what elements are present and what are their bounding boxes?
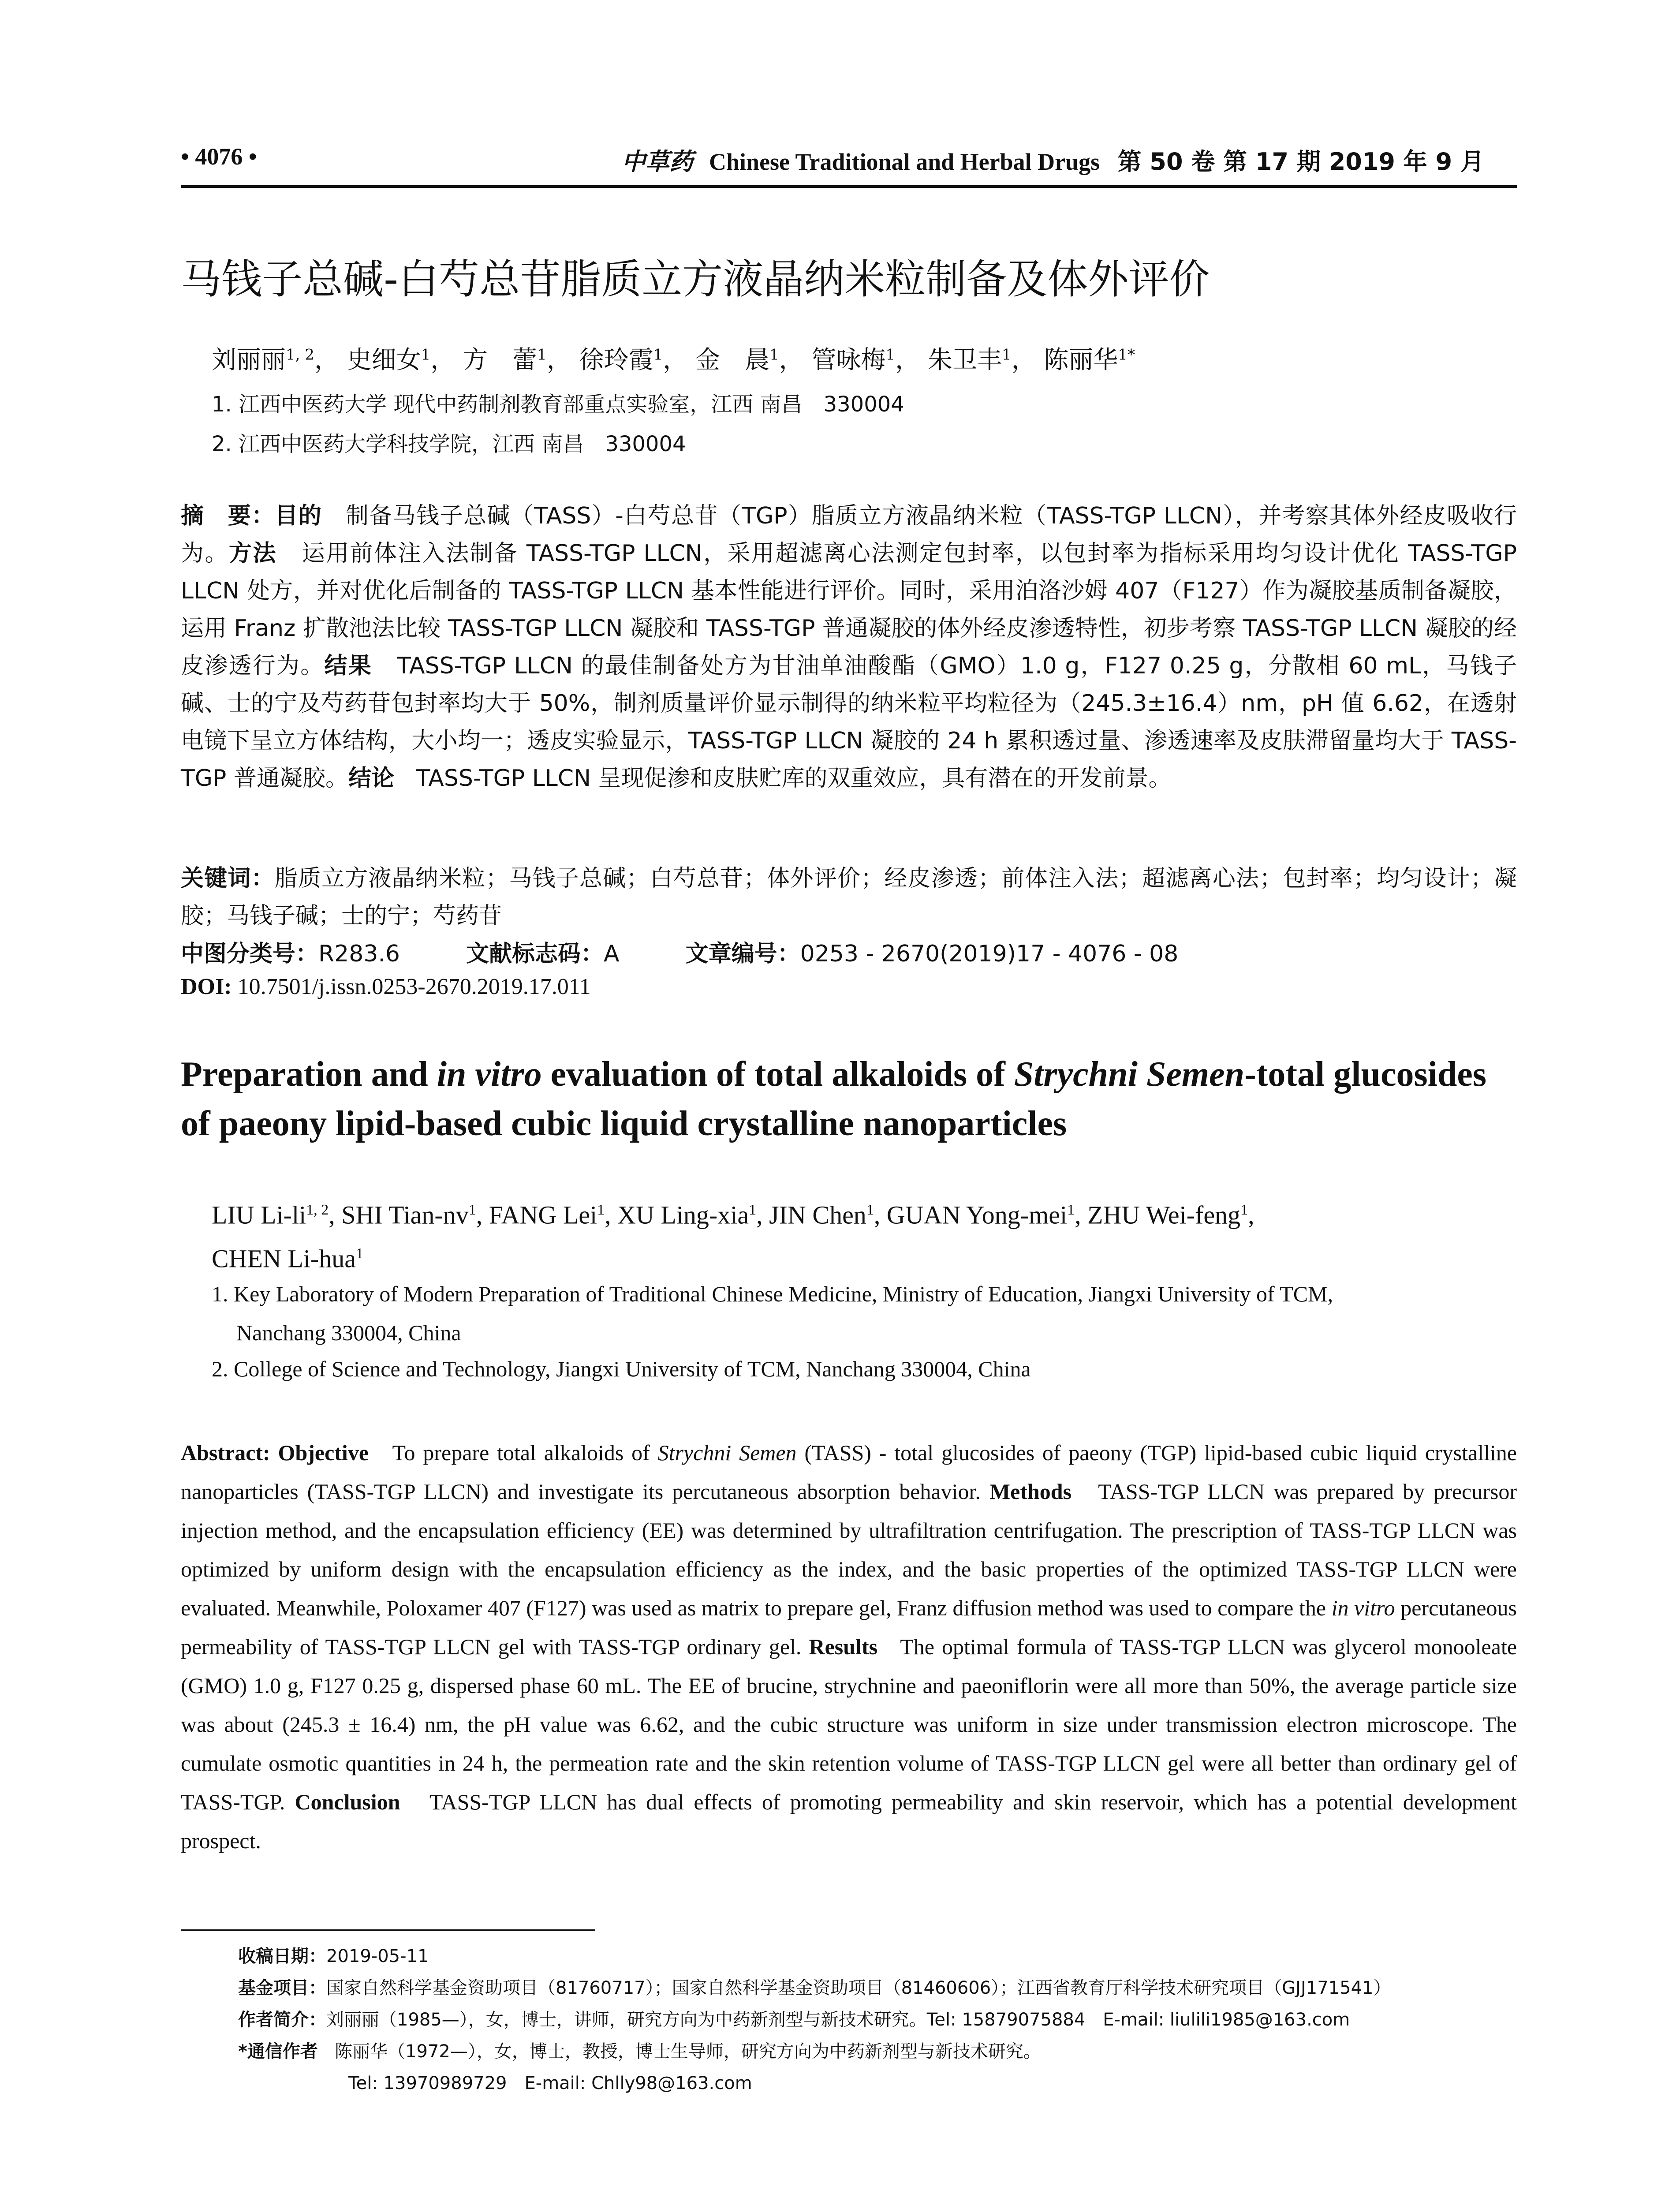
author-en: SHI Tian-nv: [341, 1200, 469, 1230]
title-en: [181, 1050, 1517, 1148]
title-en-italic: Strychni Semen: [1014, 1055, 1245, 1094]
author-en: GUAN Yong-mei: [886, 1200, 1068, 1230]
author-cn: 管咏梅: [811, 346, 886, 374]
footnote-label: 作者简介：: [238, 2010, 326, 2030]
page-number: • 4076 •: [181, 143, 257, 170]
affiliation-en-line: 2. College of Science and Technology, Jiangxi University of TCM, Nanchang 330004, China: [212, 1357, 1031, 1381]
author-sup: 1: [885, 346, 896, 364]
author-sup: 1: [356, 1245, 363, 1262]
article-id-value: 0253 - 2670(2019)17 - 4076 - 08: [800, 941, 1179, 967]
author-sup: 1: [653, 346, 663, 364]
doc-code-value: A: [604, 941, 620, 967]
doi-line: [181, 974, 591, 1000]
results-label: 结果: [324, 653, 372, 679]
author-en: ZHU Wei-feng: [1087, 1200, 1241, 1230]
footnote-label: 收稿日期：: [238, 1946, 326, 1966]
footnote-text: 陈丽华（1972—），女，博士，教授，博士生导师，研究方向为中药新剂型与新技术研究。: [335, 2041, 1041, 2062]
footnote-fund: [238, 1972, 1517, 2004]
methods-en-label: Methods: [989, 1479, 1072, 1504]
conclusion-text: TASS-TGP LLCN 呈现促渗和皮肤贮库的双重效应，具有潜在的开发前景。: [416, 765, 1172, 792]
results-text: TASS-TGP LLCN 的最佳制备处方为甘油单油酸酯（GMO）1.0 g，F127 0.25 g，分散相 60 mL，马钱子碱、士的宁及芍药苷包封率均大于 50%，制剂质量评价显示制得的纳米粒平均粒径为（245.3±16.4）nm，pH 值 6.62，在透射电镜下呈立方体结构，大小均一；透皮实验显示，TASS-TGP LLCN 凝胶的 24 h 累积透过量、渗透速率及皮肤滞留量均大于 TASS-TGP 普通凝胶。: [181, 653, 1517, 792]
methods-en-text: percutaneous permeability of TASS-TGP LLCN gel with TASS-TGP ordinary gel.: [181, 1596, 1517, 1659]
methods-text: 运用前体注入法制备 TASS-TGP LLCN，采用超滤离心法测定包封率，以包封率为指标采用均匀设计优化 TASS-TGP LLCN 处方，并对优化后制备的 TASS-TGP LLCN 基本性能进行评价。同时，采用泊洛沙姆 407（F127）作为凝胶基质制备凝胶，运用 Franz 扩散池法比较 TASS-TGP LLCN 凝胶和 TASS-TGP 普通凝胶的体外经皮渗透特性，初步考察 TASS-TGP LLCN 凝胶的经皮渗透行为。: [181, 540, 1517, 679]
author-sup: 1: [866, 1202, 874, 1218]
author-sup: 1: [597, 1202, 605, 1218]
author-cn: 史细女: [347, 346, 421, 374]
author-sup: 1: [421, 346, 431, 364]
keywords-text: 脂质立方液晶纳米粒；马钱子总碱；白芍总苷；体外评价；经皮渗透；前体注入法；超滤离心法；包封率；均匀设计；凝胶；马钱子碱；士的宁；芍药苷: [181, 865, 1517, 929]
author-en: CHEN Li-hua: [212, 1244, 356, 1273]
doi-label: DOI:: [181, 974, 232, 999]
footnotes: [238, 1940, 1517, 2099]
footnote-label: 基金项目：: [238, 1978, 326, 1998]
title-en-part: evaluation of total alkaloids of: [541, 1055, 1014, 1094]
abstract-cn: [181, 497, 1517, 797]
title-en-italic: in vitro: [437, 1055, 542, 1094]
author-cn: 陈丽华: [1044, 346, 1118, 374]
affiliation-en-line: 1. Key Laboratory of Modern Preparation of Traditional Chinese Medicine, Ministry of Education, Jiangxi University of TCM,: [212, 1282, 1333, 1306]
author-en: JIN Chen: [769, 1200, 866, 1230]
title-en-part: -total glucosides of paeony lipid-based cubic liquid crystalline nanoparticles: [181, 1055, 1486, 1143]
author-en: XU Ling-xia: [617, 1200, 749, 1230]
author-sup: 1*: [1118, 346, 1135, 364]
affiliation-cn-2: 2. 江西中医药大学科技学院，江西 南昌 330004: [212, 432, 686, 456]
objective-en-text: (TASS) - total glucosides of paeony (TGP) lipid-based cubic liquid crystalline nanoparticles (TASS-TGP LLCN) and investigate its percutaneous absorption behavior.: [181, 1440, 1517, 1504]
author-en: FANG Lei: [489, 1200, 597, 1230]
author-cn: 刘丽丽: [212, 346, 286, 374]
author-en: LIU Li-li: [212, 1200, 306, 1230]
authors-en: LIU Li-li$^{1, 2}$, SHI Tian-$nv^1$, FANG Lei$^1$, XU Ling-xia$^1$, JIN Chen$^1$, GUAN Yong-mei$^1$, ZHU Wei-feng$^1$, CHEN Li-hua$^1$: [212, 1200, 1254, 1273]
methods-en-text: TASS-TGP LLCN was prepared by precursor injection method, and the encapsulation efficiency (EE) was determined by ultrafiltration centrifugation. The prescription of TASS-TGP LLCN was optimized by uniform design with the encapsulation efficiency as the index, and the basic properties of the optimized TASS-TGP LLCN were evaluated. Meanwhile, Poloxamer 407 (F127) was used as matrix to prepare gel, Franz diffusion method was used to compare the: [181, 1479, 1517, 1620]
methods-en-italic: in vitro: [1331, 1596, 1395, 1620]
objective-en-label: Objective: [278, 1440, 369, 1465]
journal-issue: 第 50 卷 第 17 期 2019 年 9 月: [1117, 148, 1484, 176]
author-sup: 1: [769, 346, 779, 364]
clc-value: R283.6: [318, 941, 400, 967]
footnote-text: 国家自然科学基金资助项目（81760717）；国家自然科学基金资助项目（81460606）；江西省教育厅科学技术研究项目（GJJ171541）: [326, 1978, 1391, 1998]
author-sup: 1: [468, 1202, 476, 1218]
affiliation-en-1: [212, 1274, 1517, 1352]
affiliation-en-2: [212, 1349, 1517, 1388]
author-sup: 1: [1001, 346, 1012, 364]
keywords-cn: [181, 860, 1517, 935]
authors-cn: 刘丽丽$^{1, 2}$， 史细女$^1$， 方 蕾$^1$， 徐玲霞$^1$， 金 晨$^1$， 管咏梅$^1$， 朱卫丰$^1$， 陈丽华$^{1*}$: [212, 346, 1135, 374]
objective-en-text: To prepare total alkaloids of: [392, 1440, 658, 1465]
footnote-label: *通信作者: [238, 2041, 318, 2062]
journal-logo-cn: 中草药: [622, 148, 693, 176]
author-sup: 1: [537, 346, 547, 364]
footnote-text: 2019-05-11: [326, 1946, 429, 1966]
author-cn: 金 晨: [695, 346, 770, 374]
affiliation-cn-1: 1. 江西中医药大学 现代中药制剂教育部重点实验室，江西 南昌 330004: [212, 392, 904, 417]
article-id-label: 文章编号：: [685, 941, 800, 967]
classification-line: [181, 935, 1178, 968]
author-sup: 1: [749, 1202, 757, 1218]
keywords-label: 关键词：: [181, 865, 275, 892]
author-cn: 方 蕾: [463, 346, 538, 374]
author-cn: 徐玲霞: [579, 346, 653, 374]
title-cn: 马钱子总碱-白芍总苷脂质立方液晶纳米粒制备及体外评价: [181, 256, 1210, 303]
results-en-text: The optimal formula of TASS-TGP LLCN was glycerol monooleate (GMO) 1.0 g, F127 0.25 g, dispersed phase 60 mL. The EE of brucine, strychnine and paeoniflorin were all more than 50%, the average particle size was about (245.3 ± 16.4) nm, the pH value was 6.62, and the cubic structure was uniform in size under transmission electron microscope. The cumulate osmotic quantities in 24 h, the permeation rate and the skin retention volume of TASS-TGP LLCN gel were all better than ordinary gel of TASS-TGP.: [181, 1634, 1517, 1814]
objective-text: 制备马钱子总碱（TASS）-白芍总苷（TGP）脂质立方液晶纳米粒（TASS-TGP LLCN），并考察其体外经皮吸收行为。: [181, 503, 1517, 567]
results-en-label: Results: [809, 1634, 878, 1659]
clc-label: 中图分类号：: [181, 941, 319, 967]
abstract-en: [181, 1433, 1517, 1860]
author-sup: 1: [1067, 1202, 1075, 1218]
author-sup: 1: [1240, 1202, 1248, 1218]
title-en-part: Preparation and: [181, 1055, 437, 1094]
journal-name-en: Chinese Traditional and Herbal Drugs: [709, 149, 1100, 175]
objective-en-italic: Strychni Semen: [657, 1440, 797, 1465]
doi-value: 10.7501/j.issn.0253-2670.2019.17.011: [237, 974, 591, 999]
objective-label: 目的: [275, 503, 322, 529]
author-sup: 1, 2: [306, 1202, 329, 1218]
affiliation-en-line: Nanchang 330004, China: [236, 1320, 461, 1345]
abstract-en-label: Abstract:: [181, 1440, 270, 1465]
methods-label: 方法: [228, 540, 277, 567]
abstract-cn-label: 摘 要：: [181, 503, 275, 529]
doc-code-label: 文献标志码：: [466, 941, 604, 967]
conclusion-en-text: TASS-TGP LLCN has dual effects of promoting permeability and skin reservoir, which has a potential development prospect.: [181, 1790, 1517, 1853]
journal-name: [622, 143, 1484, 177]
conclusion-label: 结论: [348, 765, 394, 792]
author-cn: 朱卫丰: [927, 346, 1002, 374]
footnote-received: [238, 1940, 1517, 1972]
footnote-author: [238, 2004, 1517, 2036]
author-sup: 1, 2: [286, 346, 314, 364]
footnote-rule: [181, 1929, 595, 1931]
conclusion-en-label: Conclusion: [295, 1790, 400, 1814]
footnote-text: 刘丽丽（1985—），女，博士，讲师，研究方向为中药新剂型与新技术研究。Tel: 15879075884 E-mail: liulili1985@163.com: [326, 2010, 1350, 2030]
footnote-corresponding: [238, 2036, 1517, 2067]
footnote-corresponding-contact: Tel: 13970989729 E-mail: Chlly98@163.com: [348, 2073, 752, 2093]
running-header: [181, 137, 1517, 188]
